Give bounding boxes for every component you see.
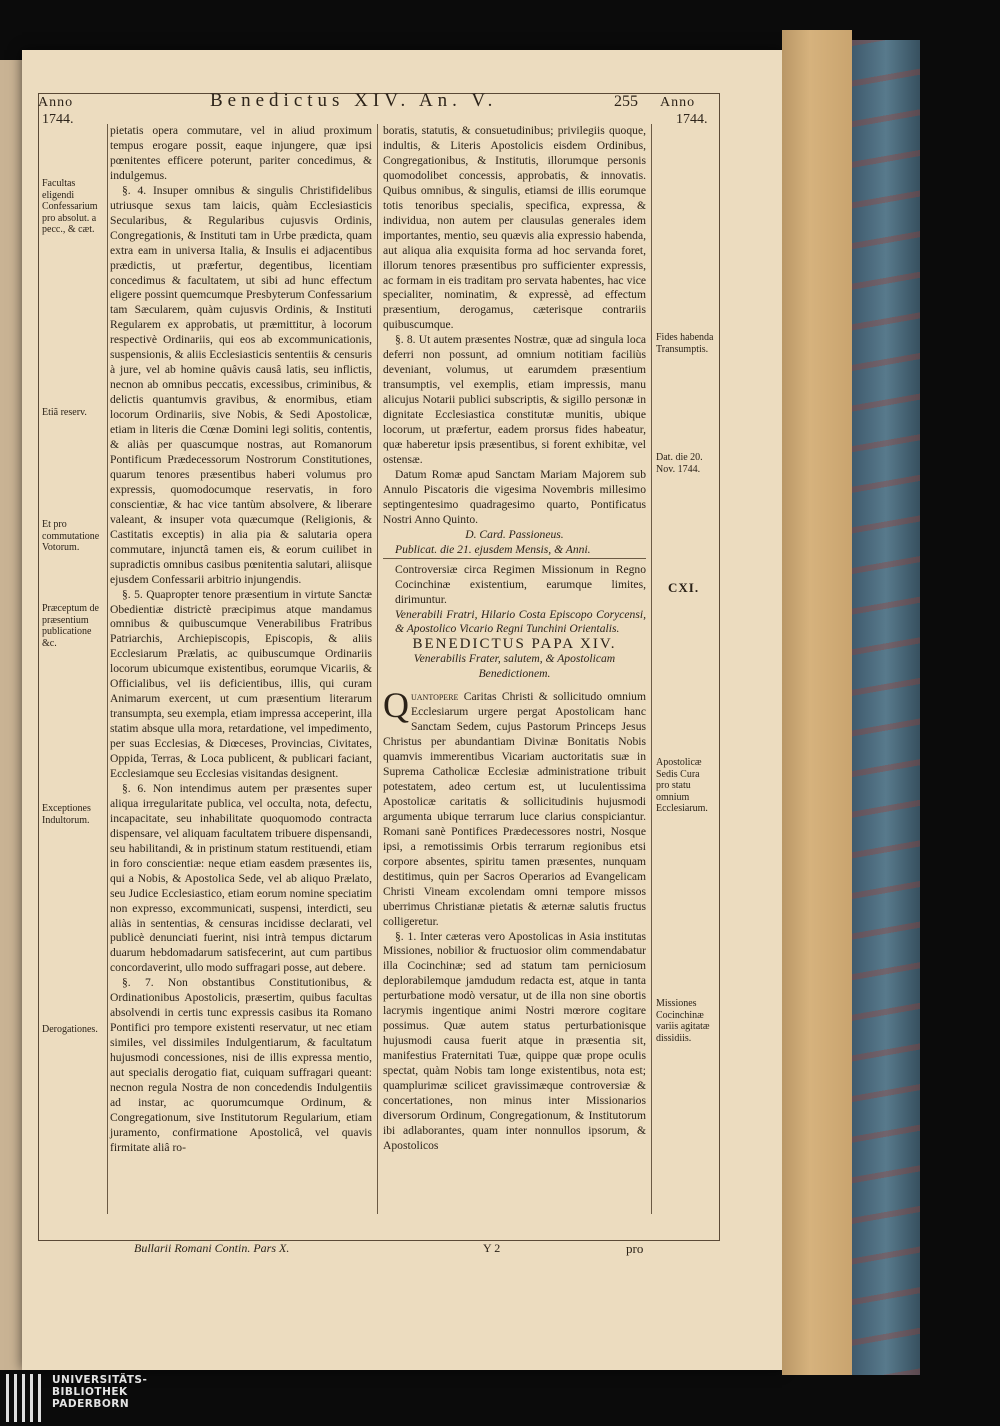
margin-note-left: Et pro commutatione Votorum. [42,519,100,553]
paragraph: §. 7. Non obstantibus Constitutionibus, & Ordinationibus Apostolicis, præsertim, quibus facultas absolvendi in certis tunc expressis casibus ita Romano Pontifici pro tempore existenti reservatur, ut nec etiam similes, vel dissimiles Indulgentiarum, & facultatum hujusmodi concessiones, nisi de illis expressa mentio, aut specialis derogatio fiat, cuiquam suffragari queant: necnon regula Nostra de non concedendis Indulgentiis ad instar, ac quorumcumque Ordinum, & Congregationum, sive Institutorum Regularium, etiam juramento, confirmatione Apostolicâ, vel quavis firmitate aliâ ro- [110,976,372,1154]
margin-note-left: Facultas eligendi Confessarium pro absolut. a pecc., & cæt. [42,178,98,235]
running-title: Benedictus XIV. An. V. [210,90,498,111]
paragraph: §. 6. Non intendimus autem per præsentes super aliqua irregularitate publica, vel occulta, nota, defectu, incapacitate, seu inhabilitate quoquomodo contracta dispensare, vel aliquam facultatem tribuere dispensandi, seu habilitandi, & in pristinum statum restituendi, etiam in foro conscientiæ: neque etiam easdem præsentes iis, qui a Nobis, & Apostolica Sede, vel ab aliquo Prælato, seu Judice Ecclesiastico, etiam eorum nomine speciatim non expresso, excommunicati, suspensi, interdicti, seu aliàs in sententias, & censuras incidisse declarati, vel publicè denunciati fuerint, nisi intrà tempus dictarum duarum hebdomadarum satisfecerint, aut cum partibus concordaverint, ullo modo suffragari posse, aut debere. [110,781,372,975]
margin-note-right: Fides habenda Transumptis. [656,332,714,355]
footer-volume: Bullarii Romani Contin. Pars X. [134,1241,290,1255]
bull-summary: Controversiæ circa Regimen Missionum in Regno Cocinchinæ existentium, earumque limites, dirimuntur. [383,558,646,608]
paragraph: §. 8. Ut autem præsentes Nostræ, quæ ad singula loca deferri non possunt, ad omnium notitiam faciliùs deveniant, volumus, ut earumdem præsentium transumptis, vel exemplis, etiam impressis, manu alicujus Notarii publici subscriptis, & sigillo personæ in dignitate Ecclesiastica constitutæ munitis, ubique locorum, ut præfertur, eadem prorsus fides habeatur, quæ haberetur ipsis præsentibus, si forent exhibitæ, vel ostensæ. [383,333,646,466]
library-logo [0,1372,150,1426]
margin-note-left: Præceptum de præsentium publicatione &c. [42,603,99,649]
catchword: pro [626,1241,644,1256]
running-head-anno-right: Anno [660,95,696,110]
logo-bars-icon [6,1374,48,1422]
margin-note-left: Derogationes. [42,1024,98,1035]
margin-note-right: Missiones Cocinchinæ variis agitatæ dissidiis. [656,998,710,1044]
paragraph: §. 1. Inter cæteras vero Apostolicas in Asia institutas Missiones, nobilior & fructuosior olim commendabatur illa Cocinchinæ; sed ad statum tam perniciosum deplorabilemque jamdudum redacta est, atque in tanta perturbatione modò versatur, ut de illa non sine obortis lacrymis ingentique animi Nostri mœrore cogitare possimus. Quæ autem status perturbationisque hujusmodi causa fuerit atque in præsentia sit, manifestius Fraternitati Tuæ, quippe quæ prope oculis spectat, quàm Nobis tam longe existentibus, nota est; quamplurimæ scilicet gravissimæque controversiæ & concertationes, non minus inter Missionarios diversorum Ordinum, Congregationum, & Institutorum ibi adlaborantes, quam inter nonnullos ipsorum, & Apostolicos [383,929,646,1152]
paragraph: §. 4. Insuper omnibus & singulis Christifidelibus utriusque sexus tam laicis, quàm Ecclesiasticis Secularibus, & Regularibus cujusvis Ordinis, Congregationis, & Instituti tam in Urbe prædicta, quam extra eam in universa Italia, & Insulis ei adjacentibus prædictis, ut præfertur, degentibus, licentiam concedimus & facultatem, ut sibi ad hunc effectum eligere possint quemcumque Presbyterum Confessarium tam Sæcularem, quàm cujusvis Ordinis, & Instituti Regularem ex approbatis, ut præmittitur, à locorum respectivè Ordinariis, qui eos ab excommunicationis, suspensionis, & aliis Ecclesiasticis sententiis & censuris à jure, vel ab homine quâvis causâ latis, seu inflictis, necnon ab omnibus peccatis, excessibus, criminibus, & delictis quantumvis gravibus, & enormibus, etiam locorum Ordinariis, sive Nobis, & Sedi Apostolicæ, etiam in literis die Cœnæ Domini legi solitis, contentis, & aliàs per quascumque nostras, aut Romanorum Pontificum Prædecessorum Nostrorum Constitutiones, quarum tenores præsentibus haberi volumus pro expressis, quomodocumque reservatis, in foro conscientiæ, & hac vice tantùm absolvere, & liberare valeant, & insuper vota quæcumque (Religionis, & Castitatis exceptis) in alia pia & salutaria opera commutare, injunctâ tamen eis, & eorum cuilibet in supradictis omnibus casibus pœnitentia salutari, aliisque ejusdem Confessarii arbitrio injungendis. [110,183,372,586]
bull-number: CXI. [668,580,700,595]
paragraph: pietatis opera commutare, vel in aliud proximum tempus erogare possit, eaque injungere, quæ ipsi pœnitentes efficere poterunt, pariter concedimus, & indulgemus. [110,124,372,182]
marbled-cover [852,40,920,1375]
library-name-line: BIBLIOTHEK [52,1386,128,1398]
text-column-left [110,124,372,1156]
margin-rule-right [651,124,652,1214]
margin-note-right: Dat. die 20. Nov. 1744. [656,452,703,475]
page-number: 255 [614,93,638,110]
bull-addressee: Venerabili Fratri, Hilario Costa Episcopo Corycensi, & Apostolico Vicario Regni Tunchini Orientalis. [395,607,646,636]
opening-paragraph [383,685,646,929]
paragraph: Datum Romæ apud Sanctam Mariam Majorem sub Annulo Piscatoris die vigesima Novembris millesimo septingentesimo quadragesimo quarto, Pontificatus Nostri Anno Quinto. [383,467,646,526]
library-name-line: PADERBORN [52,1398,130,1410]
running-head-year-left: 1744. [42,112,74,127]
margin-note-left: Exceptiones Indultorum. [42,803,91,826]
page-block-edge [782,30,852,1375]
column-rule [377,124,378,1214]
paragraph: boratis, statutis, & consuetudinibus; privilegiis quoque, indultis, & Literis Apostolicis eisdem Ordinibus, Congregationibus, & Institutis, illorumque personis quomodolibet concessis, approbatis, & innovatis. Quibus omnibus, & singulis, etiamsi de illis eorumque totis tenoribus specialis, specifica, expressa, & individua, non autem per clausulas generales idem importantes, mentio, seu quævis alia expressio habenda, aut aliqua alia exquisita forma ad hoc servanda foret, illorum tenores præsentibus pro sufficienter expressis, ac formam in eis traditam pro servata habentes, hac vice specialiter, nominatim, & expressè, ad effectum præsentium, derogamus, cæterisque contrariis quibuscumque. [383,124,646,332]
opening-text: Caritas Christi & sollicitudo omnium Ecclesiarum urgere pergat Apostolicam hanc Sanctam Sedem, cujus Pastorum Princeps Jesus Christus per abundantiam Divinæ Bonitatis Nobis quamvis immerentibus Vicariam auctoritatis suæ in Suprema Catholicæ Ecclesiæ administratione tribuit potestatem, adeo certum est, ut luculentissima Apostolicæ caritatis & sollicitudinis hujusmodi argumenta ubique terrarum luce clarius conspiciantur. Romani sanè Pontifices Prædecessores nostri, Nosque ipsi, a remotissimis Orbis terrarum regionibus etsi corpore absentes, spiritu tamen præsentes, nunquam destitimus, quin per Sacros Operarios ad Evangelicam Christi Vineam excolendam omni tempore missos uberrimus Christianæ pietatis & æternæ salutis fructus colligeretur. [383,690,646,928]
signature-mark: Y 2 [483,1241,501,1255]
margin-note-right: Apostolicæ Sedis Cura pro statu omnium Ecclesiarum. [656,757,708,814]
margin-note-left: Etiã reserv. [42,407,87,418]
running-head-anno-left: Anno [38,95,74,110]
margin-rule-left [107,124,108,1214]
library-name [52,1374,147,1410]
publication-note: Publicat. die 21. ejusdem Mensis, & Anni. [395,542,591,556]
pope-heading: BENEDICTUS PAPA XIV. [412,636,617,653]
salutation: Venerabilis Frater, salutem, & Apostolicam Benedictionem. [413,652,616,681]
drop-cap: Q [383,685,409,726]
opening-word: uantopere [411,690,459,704]
running-head-year-right: 1744. [676,112,708,127]
paragraph: §. 5. Quapropter tenore præsentium in virtute Sanctæ Obedientiæ districtè præcipimus atque mandamus omnibus & quibuscumque Venerabilibus Fratribus Patriarchis, Archiepiscopis, Episcopis, & aliis Ecclesiarum Prælatis, ac quibuscumque Ordinariis locorum ubicumque existentibus, eorumque Vicariis, & Officialibus, vel iis deficientibus, illis, qui curam Animarum exercent, ut cum præsentium literarum transumpta, seu exempla, etiam impressa acceperint, illa statim absque ulla mora, retardatione, vel impedimento, per suas Ecclesias, & Diœceses, Provincias, Civitates, Oppida, Terras, & Loca publicent, & publicari faciant, Ecclesiamque seu Ecclesias visitandas designent. [110,587,372,780]
cardinal-signature: D. Card. Passioneus. [465,527,564,541]
library-name-line: UNIVERSITÄTS- [52,1374,148,1386]
text-column-right [383,124,646,1154]
